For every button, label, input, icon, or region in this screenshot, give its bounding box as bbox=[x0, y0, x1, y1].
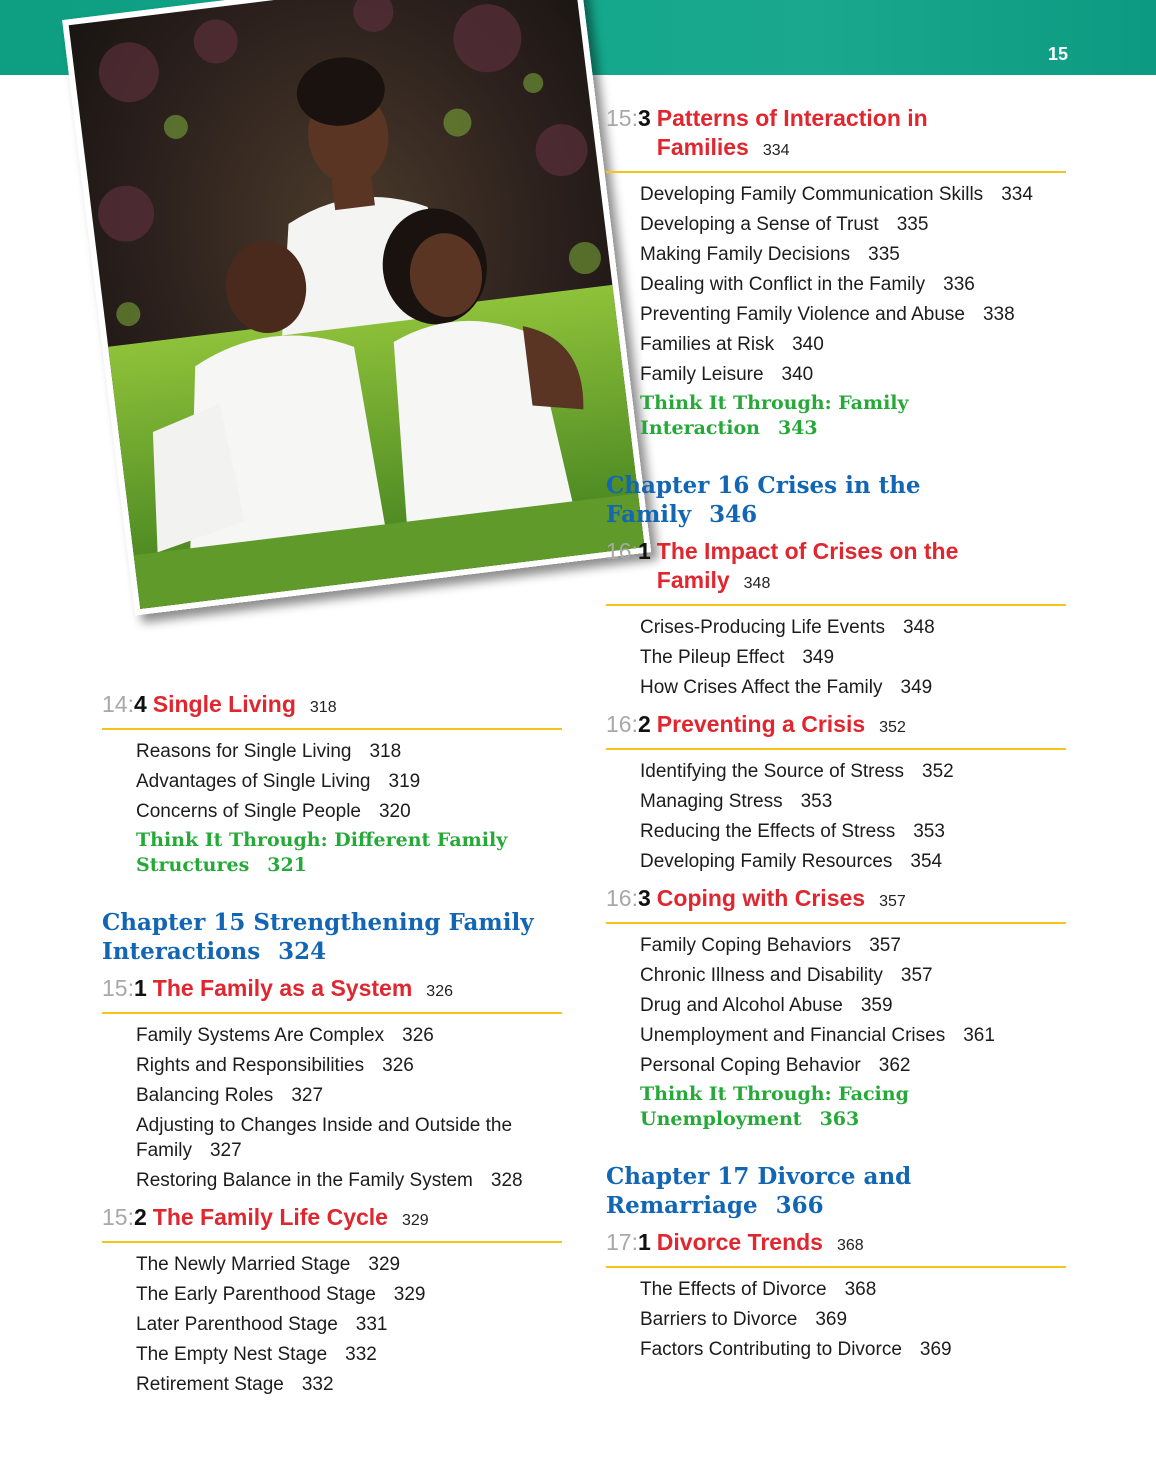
toc-entry[interactable] bbox=[606, 990, 1066, 1020]
section-number bbox=[102, 1203, 147, 1232]
section-number-prefix: 14: bbox=[102, 691, 134, 717]
toc-entry-page: 326 bbox=[402, 1024, 434, 1046]
toc-entry[interactable] bbox=[102, 1339, 562, 1369]
toc-entry-page: 362 bbox=[878, 1054, 911, 1076]
toc-entry-label: Barriers to Divorce bbox=[640, 1308, 798, 1330]
toc-entry-label: Adjusting to Changes Inside and Outside the Family bbox=[136, 1114, 513, 1161]
toc-entry-page: 331 bbox=[355, 1313, 388, 1335]
toc-entry-page: 369 bbox=[919, 1338, 952, 1360]
toc-entry-page: 335 bbox=[868, 243, 900, 265]
toc-entry-label: Dealing with Conflict in the Family bbox=[640, 273, 926, 295]
toc-entry-label: Drug and Alcohol Abuse bbox=[640, 994, 843, 1016]
section-number-bold: 2 bbox=[637, 711, 651, 737]
toc-entry[interactable] bbox=[606, 239, 1066, 269]
toc-entry[interactable] bbox=[606, 269, 1066, 299]
section-heading[interactable] bbox=[606, 884, 1066, 916]
section-number-prefix: 15: bbox=[606, 105, 638, 131]
toc-entry-page: 357 bbox=[900, 964, 933, 986]
toc-entry[interactable] bbox=[102, 1110, 562, 1165]
section-number-bold: 4 bbox=[133, 691, 147, 717]
section-divider bbox=[102, 1241, 562, 1243]
toc-entry[interactable] bbox=[606, 816, 1066, 846]
section-heading[interactable] bbox=[606, 1228, 1066, 1260]
right-column bbox=[606, 104, 1066, 1364]
section-heading[interactable] bbox=[606, 104, 1066, 165]
section-number-bold: 1 bbox=[637, 1229, 651, 1255]
toc-entry-label: The Pileup Effect bbox=[640, 646, 785, 668]
section-number bbox=[102, 974, 147, 1003]
section-title-wrap bbox=[153, 690, 337, 722]
toc-entry[interactable] bbox=[102, 736, 562, 766]
section-title-wrap bbox=[153, 1203, 429, 1235]
toc-entry-label: The Empty Nest Stage bbox=[136, 1343, 328, 1365]
chapter-page: 324 bbox=[278, 938, 327, 965]
think-it-through-entry[interactable] bbox=[606, 1080, 1066, 1134]
toc-entry-page: 349 bbox=[802, 646, 835, 668]
toc-entry-label: Developing Family Resources bbox=[640, 850, 893, 872]
section-page: 334 bbox=[762, 142, 790, 159]
section-title: Patterns of Interaction in Families bbox=[656, 105, 928, 160]
toc-entry[interactable] bbox=[606, 329, 1066, 359]
section-block bbox=[606, 884, 1066, 1134]
think-label: Think It Through: Family Interaction bbox=[640, 392, 909, 439]
section-title-wrap bbox=[657, 1228, 864, 1260]
section-title-wrap bbox=[657, 104, 1066, 165]
section-number-prefix: 17: bbox=[606, 1229, 638, 1255]
section-number-bold: 3 bbox=[637, 105, 651, 131]
toc-entry-page: 329 bbox=[368, 1253, 401, 1275]
toc-entry-label: Crises-Producing Life Events bbox=[640, 616, 885, 638]
think-label: Think It Through: Different Family Structures bbox=[136, 829, 508, 876]
toc-entry-page: 332 bbox=[301, 1373, 334, 1395]
think-label: Think It Through: Facing Unemployment bbox=[640, 1083, 909, 1130]
section-divider bbox=[606, 748, 1066, 750]
section-number-prefix: 15: bbox=[102, 975, 134, 1001]
toc-entry-label: The Effects of Divorce bbox=[640, 1278, 827, 1300]
section-title-wrap bbox=[657, 537, 1066, 598]
toc-entry-label: How Crises Affect the Family bbox=[640, 676, 883, 698]
toc-entry-label: The Newly Married Stage bbox=[136, 1253, 351, 1275]
chapter-title: Chapter 15 Strengthening Family Interactions bbox=[102, 909, 534, 965]
section-title-wrap bbox=[153, 974, 453, 1006]
toc-entry-page: 327 bbox=[291, 1084, 324, 1106]
toc-entry[interactable] bbox=[606, 359, 1066, 389]
family-photo-image bbox=[62, 0, 651, 616]
think-it-through-entry[interactable] bbox=[606, 389, 1066, 443]
section-number bbox=[102, 690, 147, 719]
toc-entry-label: Rights and Responsibilities bbox=[136, 1054, 365, 1076]
toc-entry[interactable] bbox=[102, 1369, 562, 1399]
toc-entry-label: Identifying the Source of Stress bbox=[640, 760, 905, 782]
section-number-prefix: 16: bbox=[606, 538, 638, 564]
section-heading[interactable] bbox=[102, 974, 562, 1006]
chapter-heading[interactable] bbox=[606, 471, 1066, 529]
toc-entry[interactable] bbox=[102, 796, 562, 826]
section-number-prefix: 16: bbox=[606, 885, 638, 911]
toc-entry-page: 359 bbox=[860, 994, 893, 1016]
chapter-page: 346 bbox=[709, 501, 758, 528]
toc-entry[interactable] bbox=[606, 1050, 1066, 1080]
think-page: 343 bbox=[777, 417, 818, 439]
toc-entry-page: 352 bbox=[922, 760, 954, 782]
section-page: 326 bbox=[426, 983, 453, 1000]
section-block bbox=[102, 1203, 562, 1399]
toc-entry-label: Concerns of Single People bbox=[136, 800, 361, 822]
section-block bbox=[102, 690, 562, 880]
toc-entry-label: Preventing Family Violence and Abuse bbox=[640, 303, 965, 325]
section-heading[interactable] bbox=[606, 537, 1066, 598]
think-page: 363 bbox=[819, 1108, 860, 1130]
section-title-wrap bbox=[657, 710, 906, 742]
toc-entry[interactable] bbox=[606, 642, 1066, 672]
toc-entry[interactable] bbox=[606, 960, 1066, 990]
section-title: Coping with Crises bbox=[656, 885, 866, 911]
section-heading[interactable] bbox=[102, 1203, 562, 1235]
toc-entry-label: Making Family Decisions bbox=[640, 243, 851, 265]
toc-entry[interactable] bbox=[606, 1304, 1066, 1334]
think-it-through-entry[interactable] bbox=[102, 826, 562, 880]
toc-entry-label: Chronic Illness and Disability bbox=[640, 964, 883, 986]
section-number bbox=[606, 884, 651, 913]
toc-entry[interactable] bbox=[606, 672, 1066, 702]
toc-entry[interactable] bbox=[606, 209, 1066, 239]
toc-entry[interactable] bbox=[606, 1020, 1066, 1050]
toc-entry[interactable] bbox=[606, 756, 1066, 786]
toc-entry-label: Developing a Sense of Trust bbox=[640, 213, 879, 235]
section-number-bold: 1 bbox=[133, 975, 147, 1001]
toc-entry[interactable] bbox=[102, 1050, 562, 1080]
section-divider bbox=[102, 728, 562, 730]
chapter-title: Chapter 17 Divorce and Remarriage bbox=[606, 1163, 912, 1219]
section-title-wrap bbox=[657, 884, 906, 916]
toc-entry-label: Personal Coping Behavior bbox=[640, 1054, 861, 1076]
toc-entry[interactable] bbox=[102, 1249, 562, 1279]
toc-entry[interactable] bbox=[102, 766, 562, 796]
toc-entry-label: Factors Contributing to Divorce bbox=[640, 1338, 902, 1360]
toc-entry-page: 318 bbox=[369, 740, 402, 762]
section-number bbox=[606, 1228, 651, 1257]
toc-entry-page: 332 bbox=[345, 1343, 377, 1365]
toc-entry-label: Developing Family Communication Skills bbox=[640, 183, 984, 205]
toc-entry-label: Restoring Balance in the Family System bbox=[136, 1169, 473, 1191]
section-number bbox=[606, 710, 651, 739]
toc-entry-page: 326 bbox=[382, 1054, 414, 1076]
section-divider bbox=[606, 1266, 1066, 1268]
section-title: The Family Life Cycle bbox=[152, 1204, 388, 1230]
section-divider bbox=[102, 1012, 562, 1014]
section-heading[interactable] bbox=[606, 710, 1066, 742]
toc-entry-page: 349 bbox=[900, 676, 933, 698]
section-page: 329 bbox=[401, 1212, 429, 1229]
toc-entry-label: The Early Parenthood Stage bbox=[136, 1283, 376, 1305]
section-title: Single Living bbox=[152, 691, 296, 717]
toc-entry-page: 319 bbox=[388, 770, 421, 792]
chapter-title: Chapter 16 Crises in the Family bbox=[606, 472, 921, 528]
section-page: 352 bbox=[879, 719, 906, 736]
section-number-bold: 3 bbox=[637, 885, 651, 911]
section-number-bold: 1 bbox=[637, 538, 651, 564]
toc-entry-label: Later Parenthood Stage bbox=[136, 1313, 338, 1335]
family-photo bbox=[62, 0, 674, 635]
page-number: 15 bbox=[1047, 44, 1068, 64]
toc-entry-page: 353 bbox=[800, 790, 833, 812]
section-divider bbox=[606, 604, 1066, 606]
section-number bbox=[606, 104, 651, 133]
chapter-heading[interactable] bbox=[606, 1162, 1066, 1220]
toc-entry[interactable] bbox=[102, 1309, 562, 1339]
chapter-page: 366 bbox=[775, 1192, 824, 1219]
toc-entry-label: Retirement Stage bbox=[136, 1373, 284, 1395]
toc-entry-label: Family Systems Are Complex bbox=[136, 1024, 385, 1046]
section-number bbox=[606, 537, 651, 566]
toc-entry[interactable] bbox=[102, 1279, 562, 1309]
toc-entry[interactable] bbox=[606, 299, 1066, 329]
toc-entry-page: 336 bbox=[943, 273, 975, 295]
toc-entry-label: Advantages of Single Living bbox=[136, 770, 371, 792]
toc-entry-page: 327 bbox=[209, 1139, 242, 1161]
toc-entry-page: 348 bbox=[903, 616, 935, 638]
section-block bbox=[606, 710, 1066, 876]
section-page: 357 bbox=[879, 893, 906, 910]
section-block bbox=[606, 537, 1066, 702]
section-page: 368 bbox=[836, 1237, 864, 1254]
toc-entry[interactable] bbox=[102, 1165, 562, 1195]
toc-entry-page: 338 bbox=[982, 303, 1015, 325]
toc-entry-page: 328 bbox=[490, 1169, 523, 1191]
section-title: The Impact of Crises on the Family bbox=[656, 538, 959, 593]
chapter-heading[interactable] bbox=[102, 908, 562, 966]
section-number-bold: 2 bbox=[133, 1204, 147, 1230]
section-title: Divorce Trends bbox=[656, 1229, 823, 1255]
toc-entry[interactable] bbox=[606, 179, 1066, 209]
section-heading[interactable] bbox=[102, 690, 562, 722]
toc-entry-page: 369 bbox=[815, 1308, 848, 1330]
section-block bbox=[102, 974, 562, 1195]
toc-entry-page: 335 bbox=[896, 213, 929, 235]
toc-entry[interactable] bbox=[606, 612, 1066, 642]
toc-entry-label: Reasons for Single Living bbox=[136, 740, 352, 762]
toc-entry[interactable] bbox=[606, 930, 1066, 960]
section-number-prefix: 16: bbox=[606, 711, 638, 737]
toc-entry-label: Family Leisure bbox=[640, 363, 764, 385]
toc-entry-label: Family Coping Behaviors bbox=[640, 934, 852, 956]
toc-entry[interactable] bbox=[606, 786, 1066, 816]
section-block bbox=[606, 104, 1066, 443]
toc-entry[interactable] bbox=[102, 1080, 562, 1110]
toc-entry-page: 354 bbox=[910, 850, 943, 872]
toc-entry-page: 320 bbox=[378, 800, 411, 822]
toc-entry-label: Reducing the Effects of Stress bbox=[640, 820, 896, 842]
toc-entry-page: 340 bbox=[781, 363, 814, 385]
toc-entry[interactable] bbox=[606, 1334, 1066, 1364]
section-title: Preventing a Crisis bbox=[656, 711, 866, 737]
toc-entry[interactable] bbox=[102, 1020, 562, 1050]
section-page: 348 bbox=[743, 575, 771, 592]
toc-entry-page: 357 bbox=[869, 934, 901, 956]
toc-entry[interactable] bbox=[606, 1274, 1066, 1304]
toc-entry[interactable] bbox=[606, 846, 1066, 876]
section-block bbox=[606, 1228, 1066, 1364]
toc-entry-label: Families at Risk bbox=[640, 333, 775, 355]
left-column bbox=[102, 690, 562, 1399]
toc-entry-page: 334 bbox=[1001, 183, 1033, 205]
toc-entry-page: 340 bbox=[792, 333, 824, 355]
toc-entry-page: 361 bbox=[963, 1024, 995, 1046]
section-title: The Family as a System bbox=[152, 975, 413, 1001]
section-number-prefix: 15: bbox=[102, 1204, 134, 1230]
toc-entry-label: Managing Stress bbox=[640, 790, 783, 812]
think-page: 321 bbox=[267, 854, 307, 876]
toc-entry-page: 353 bbox=[913, 820, 945, 842]
section-divider bbox=[606, 171, 1066, 173]
toc-entry-page: 329 bbox=[393, 1283, 426, 1305]
toc-entry-label: Balancing Roles bbox=[136, 1084, 274, 1106]
section-divider bbox=[606, 922, 1066, 924]
toc-entry-label: Unemployment and Financial Crises bbox=[640, 1024, 946, 1046]
section-page: 318 bbox=[309, 699, 337, 716]
toc-entry-page: 368 bbox=[844, 1278, 877, 1300]
